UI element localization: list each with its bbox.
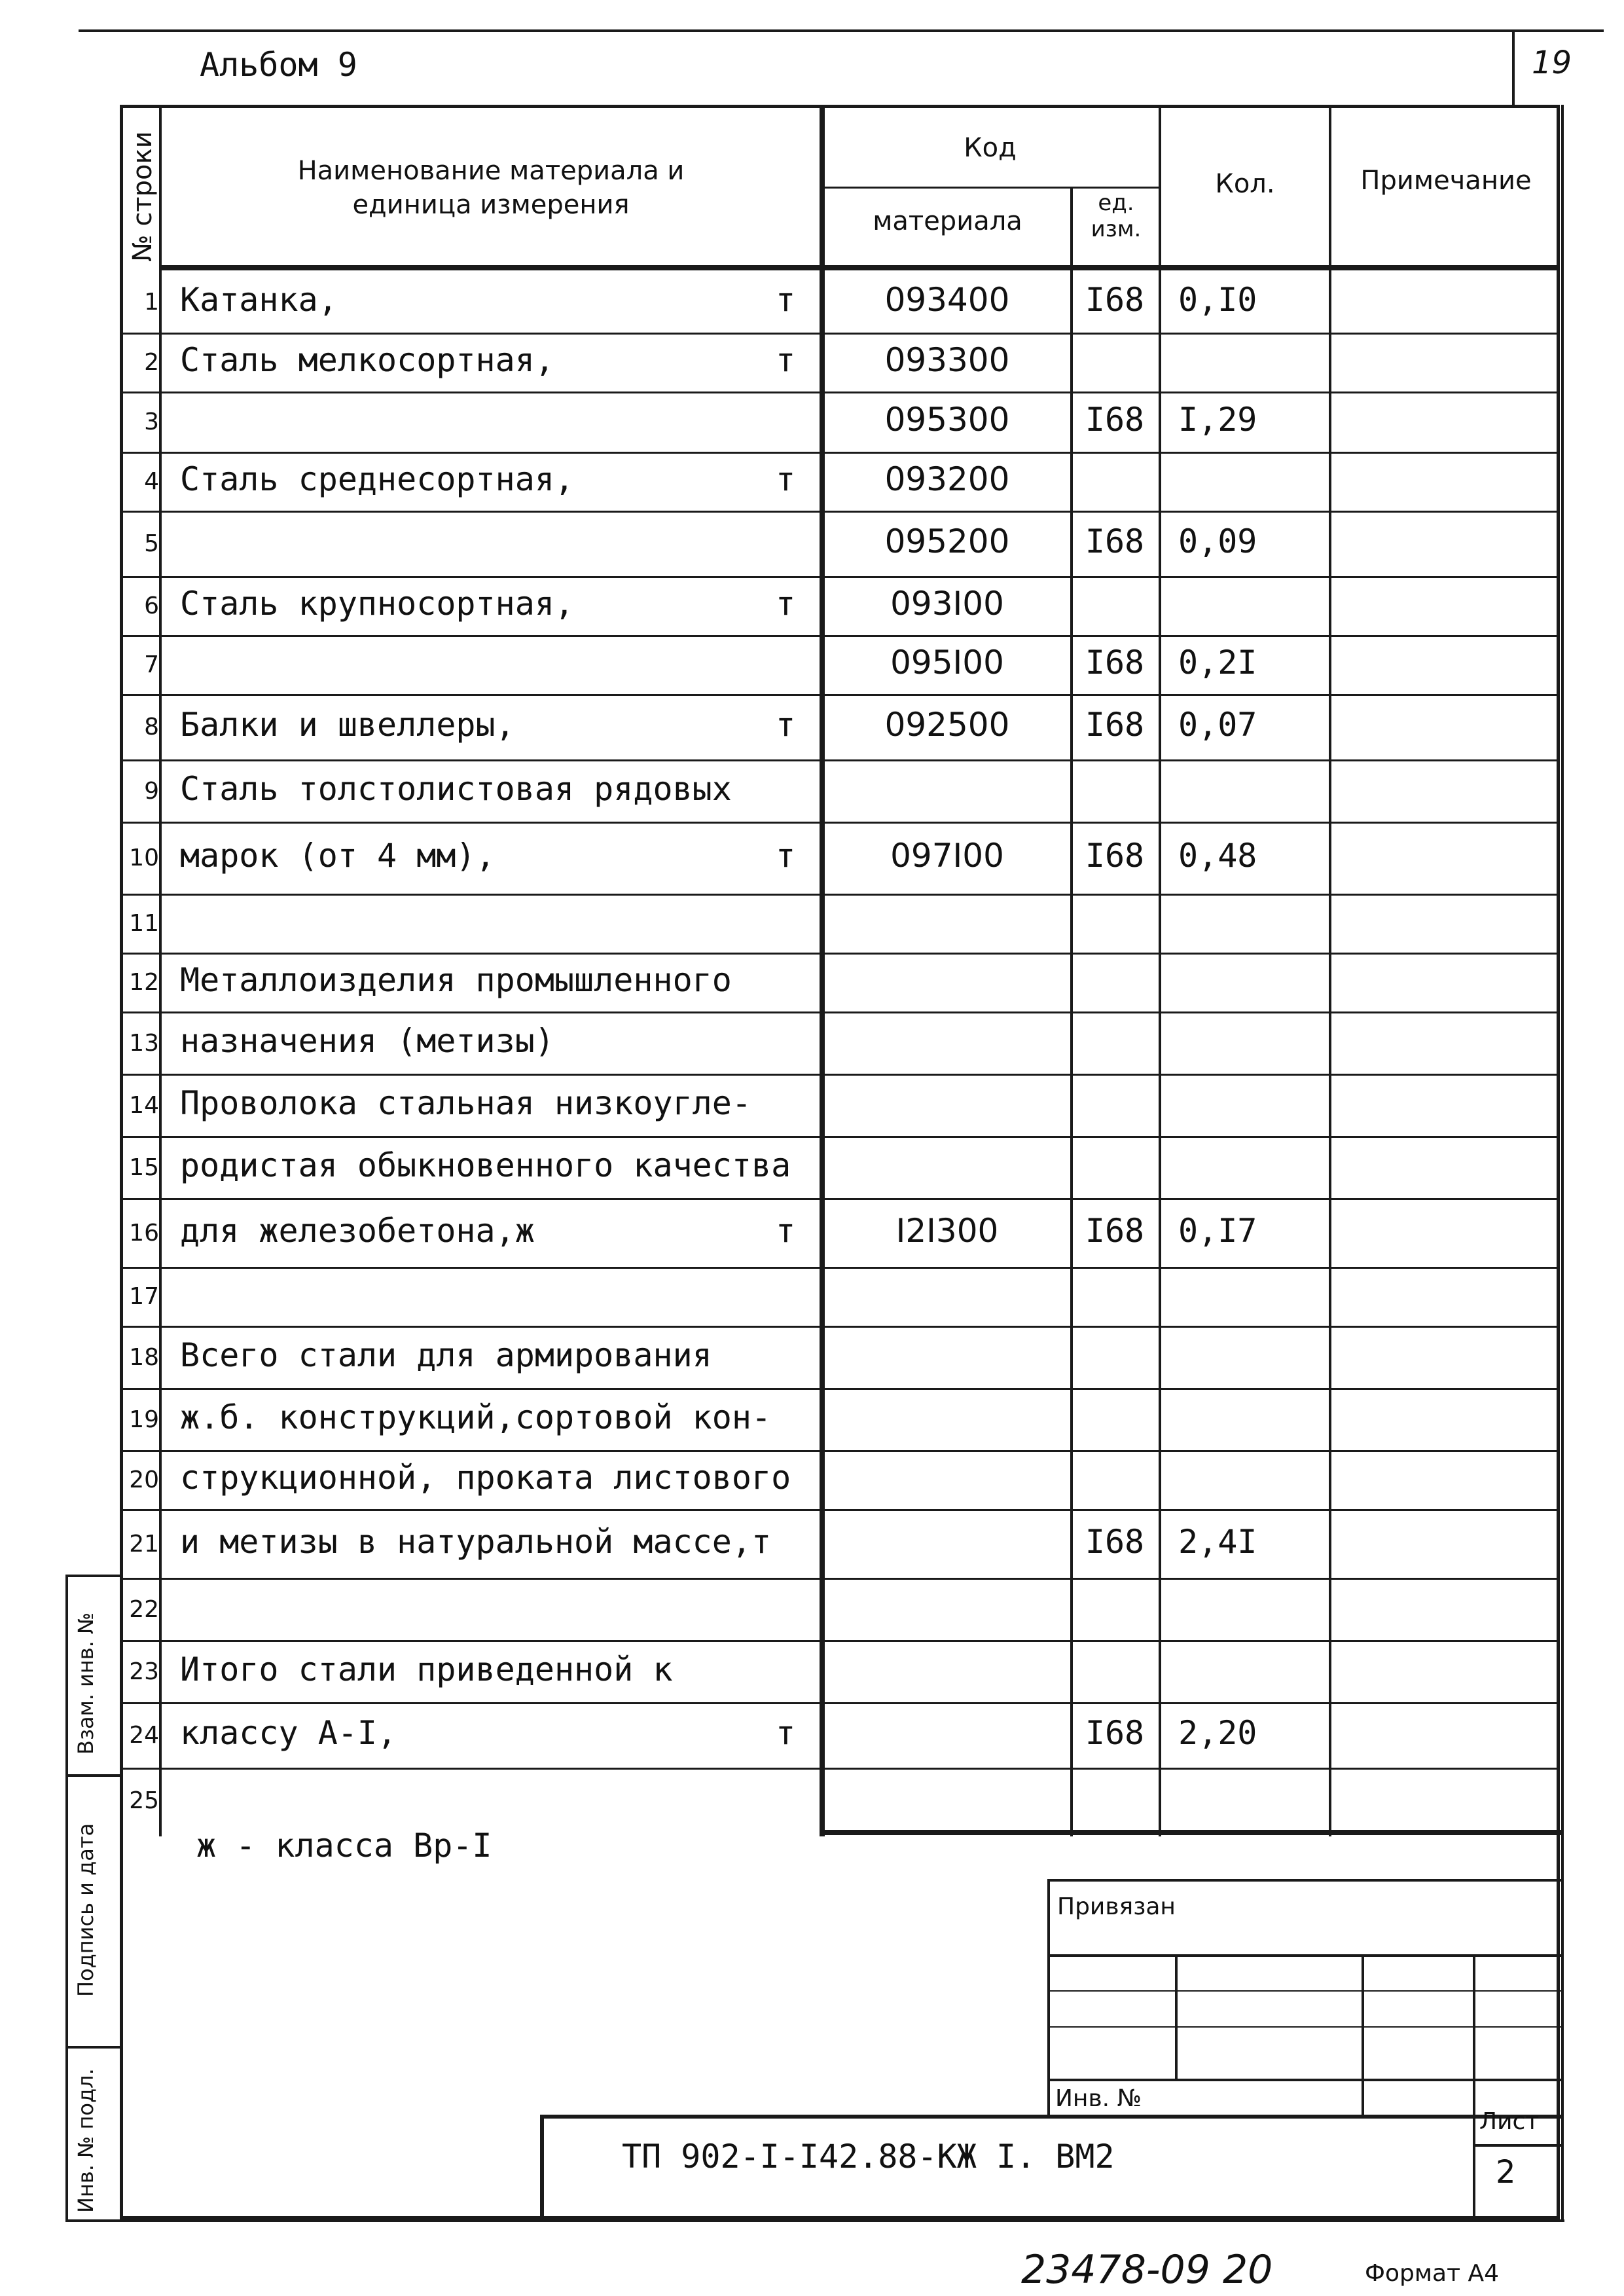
row-unit: т bbox=[776, 460, 796, 498]
row-separator bbox=[120, 1198, 1560, 1200]
row-separator bbox=[120, 1578, 1560, 1580]
top-frame-line bbox=[79, 29, 1604, 32]
header-code: Код bbox=[964, 133, 1017, 163]
row-separator bbox=[120, 511, 1560, 513]
row-number: 9 bbox=[144, 777, 159, 805]
row-separator bbox=[120, 1388, 1560, 1390]
row-name: марок (от 4 мм), bbox=[180, 837, 496, 875]
row-number: 24 bbox=[129, 1722, 159, 1749]
row-material-code: I2I300 bbox=[895, 1211, 999, 1250]
row-name: Катанка, bbox=[180, 280, 338, 319]
row-quantity: 0,I7 bbox=[1178, 1211, 1257, 1250]
row-material-code: 095I00 bbox=[890, 644, 1004, 682]
row-number: 10 bbox=[129, 845, 159, 871]
row-unit-code: I68 bbox=[1085, 401, 1145, 439]
side-label-inv-podl: Инв. № подл. bbox=[73, 2068, 98, 2213]
row-name: Сталь мелкосортная, bbox=[180, 341, 554, 379]
format-label: Формат А4 bbox=[1365, 2260, 1500, 2287]
privyazan-line1 bbox=[1047, 1954, 1561, 1957]
privyazan-line2 bbox=[1047, 1990, 1561, 1992]
code-subheader-line bbox=[821, 187, 1159, 189]
row-name: родистая обыкновенного качества bbox=[180, 1146, 791, 1184]
row-quantity: 2,20 bbox=[1178, 1714, 1257, 1752]
row-separator bbox=[120, 1640, 1560, 1642]
row-unit: т bbox=[776, 706, 796, 744]
row-name: ж.б. конструкций,сортовой кон- bbox=[180, 1398, 772, 1436]
row-separator bbox=[120, 333, 1560, 335]
header-row-no: № строки bbox=[128, 131, 158, 262]
row-number: 19 bbox=[129, 1406, 159, 1433]
row-name: назначения (метизы) bbox=[180, 1021, 554, 1060]
side-label-vzam: Взам. инв. № bbox=[73, 1612, 98, 1755]
row-name: и метизы в натуральной массе,т bbox=[180, 1522, 772, 1561]
privyazan-top bbox=[1047, 1879, 1561, 1882]
row-material-code: 093400 bbox=[884, 280, 1010, 319]
row-unit: т bbox=[776, 1714, 796, 1752]
row-number: 17 bbox=[129, 1283, 159, 1310]
row-number: 7 bbox=[144, 651, 159, 678]
header-note: Примечание bbox=[1360, 166, 1532, 196]
sheet-value: 2 bbox=[1496, 2154, 1516, 2191]
row-name: Сталь крупносортная, bbox=[180, 585, 575, 623]
row-name: Всего стали для армирования bbox=[180, 1336, 712, 1374]
row-quantity: 0,2I bbox=[1178, 644, 1257, 682]
row-unit: т bbox=[776, 341, 796, 379]
row-name: Итого стали приведенной к bbox=[180, 1650, 673, 1688]
row-separator bbox=[120, 635, 1560, 637]
row-quantity: 2,4I bbox=[1178, 1522, 1257, 1561]
col-line-ed bbox=[1159, 105, 1161, 1836]
row-separator bbox=[120, 1450, 1560, 1452]
row-number: 12 bbox=[129, 969, 159, 996]
row-number: 2 bbox=[144, 349, 159, 376]
side-stamp-div1 bbox=[65, 1774, 120, 1777]
side-stamp-top bbox=[65, 1575, 120, 1577]
row-number: 6 bbox=[144, 592, 159, 619]
header-code-unit: ед. изм. bbox=[1091, 190, 1142, 242]
row-number: 16 bbox=[129, 1219, 159, 1247]
header-bottom-line bbox=[159, 265, 1560, 270]
col-line-rownum bbox=[159, 105, 162, 1836]
row-separator bbox=[120, 1267, 1560, 1269]
row-number: 25 bbox=[129, 1787, 159, 1814]
header-code-material: материала bbox=[873, 206, 1022, 236]
row-quantity: 0,48 bbox=[1178, 837, 1257, 875]
row-unit: т bbox=[776, 280, 796, 319]
title-block-left bbox=[540, 2115, 544, 2219]
row-material-code: 095300 bbox=[884, 401, 1010, 439]
row-separator bbox=[120, 1702, 1560, 1704]
row-name: для железобетона,ж bbox=[180, 1211, 535, 1250]
right-frame-line bbox=[1561, 105, 1564, 2219]
side-label-podpis: Подпись и дата bbox=[73, 1823, 98, 1997]
footnote: ж - класса Вр-I bbox=[196, 1827, 492, 1865]
privyazan-col3 bbox=[1473, 1954, 1475, 2219]
row-unit-code: I68 bbox=[1085, 280, 1145, 319]
row-unit: т bbox=[776, 1211, 796, 1250]
row-separator bbox=[120, 1509, 1560, 1511]
document-code: ТП 902-I-I42.88-КЖ I. ВМ2 bbox=[622, 2138, 1115, 2176]
sheet-label: Лист bbox=[1479, 2108, 1540, 2135]
privyazan-line3 bbox=[1047, 2026, 1561, 2028]
privyazan-line4 bbox=[1047, 2079, 1561, 2081]
row-separator bbox=[120, 894, 1560, 896]
row-quantity: I,29 bbox=[1178, 401, 1257, 439]
privyazan-label: Привязан bbox=[1057, 1893, 1176, 1920]
row-separator bbox=[120, 576, 1560, 578]
bottom-frame-line bbox=[65, 2219, 1564, 2222]
row-number: 4 bbox=[144, 468, 159, 495]
row-number: 15 bbox=[129, 1154, 159, 1181]
table-bottom-line bbox=[821, 1830, 1561, 1835]
col-line-name bbox=[820, 105, 825, 1836]
row-unit-code: I68 bbox=[1085, 837, 1145, 875]
title-block-top bbox=[540, 2115, 1561, 2119]
row-separator bbox=[120, 694, 1560, 696]
row-unit-code: I68 bbox=[1085, 522, 1145, 560]
row-separator bbox=[120, 759, 1560, 761]
row-unit: т bbox=[776, 837, 796, 875]
row-material-code: 093I00 bbox=[890, 585, 1004, 623]
header-name: Наименование материала и единица измерения bbox=[297, 156, 685, 220]
row-number: 14 bbox=[129, 1091, 159, 1119]
row-number: 5 bbox=[144, 530, 159, 557]
row-separator bbox=[120, 1011, 1560, 1013]
row-number: 11 bbox=[129, 910, 159, 937]
row-unit-code: I68 bbox=[1085, 706, 1145, 744]
row-material-code: 093300 bbox=[884, 341, 1010, 379]
row-separator bbox=[120, 452, 1560, 454]
row-name: Металлоизделия промышленного bbox=[180, 961, 732, 999]
row-material-code: 097I00 bbox=[890, 837, 1004, 875]
row-number: 20 bbox=[129, 1467, 159, 1493]
inv-no-label: Инв. № bbox=[1055, 2085, 1142, 2112]
row-name: Сталь толстолистовая рядовых bbox=[180, 769, 732, 808]
row-unit-code: I68 bbox=[1085, 1522, 1145, 1561]
row-material-code: 092500 bbox=[884, 706, 1010, 744]
row-material-code: 095200 bbox=[884, 522, 1010, 560]
row-quantity: 0,07 bbox=[1178, 706, 1257, 744]
row-unit: т bbox=[776, 585, 796, 623]
row-name: классу А-I, bbox=[180, 1714, 397, 1752]
row-unit-code: I68 bbox=[1085, 1211, 1145, 1250]
side-stamp-left bbox=[65, 1575, 68, 2219]
privyazan-col1 bbox=[1175, 1954, 1178, 2079]
archive-number: 23478-09 20 bbox=[1021, 2247, 1273, 2293]
row-material-code: 093200 bbox=[884, 460, 1010, 498]
row-separator bbox=[120, 953, 1560, 955]
row-name: Сталь среднесортная, bbox=[180, 460, 575, 498]
side-stamp-div2 bbox=[65, 2046, 120, 2049]
row-unit-code: I68 bbox=[1085, 1714, 1145, 1752]
row-separator bbox=[120, 822, 1560, 824]
page-num-divider bbox=[1512, 29, 1515, 105]
row-unit-code: I68 bbox=[1085, 644, 1145, 682]
row-name: Проволока стальная низкоугле- bbox=[180, 1084, 751, 1122]
row-name: Балки и швеллеры, bbox=[180, 706, 515, 744]
sheet-divider bbox=[1473, 2144, 1561, 2147]
col-line-qty bbox=[1329, 105, 1331, 1836]
row-separator bbox=[120, 392, 1560, 393]
row-name: струкционной, проката листового bbox=[180, 1459, 791, 1497]
row-separator bbox=[120, 1326, 1560, 1328]
row-quantity: 0,09 bbox=[1178, 522, 1257, 560]
row-number: 3 bbox=[144, 409, 159, 435]
row-number: 13 bbox=[129, 1029, 159, 1057]
row-separator bbox=[120, 1136, 1560, 1138]
album-label: Альбом 9 bbox=[200, 46, 357, 84]
row-number: 1 bbox=[144, 288, 159, 316]
row-number: 18 bbox=[129, 1343, 159, 1371]
page-number: 19 bbox=[1532, 45, 1572, 81]
row-number: 8 bbox=[144, 714, 159, 740]
row-quantity: 0,I0 bbox=[1178, 280, 1257, 319]
row-number: 21 bbox=[129, 1530, 159, 1558]
row-separator bbox=[120, 1074, 1560, 1076]
privyazan-col2 bbox=[1362, 1954, 1364, 2115]
row-separator bbox=[120, 1768, 1560, 1770]
row-number: 22 bbox=[129, 1595, 159, 1623]
header-qty: Кол. bbox=[1215, 169, 1275, 199]
row-number: 23 bbox=[129, 1658, 159, 1685]
